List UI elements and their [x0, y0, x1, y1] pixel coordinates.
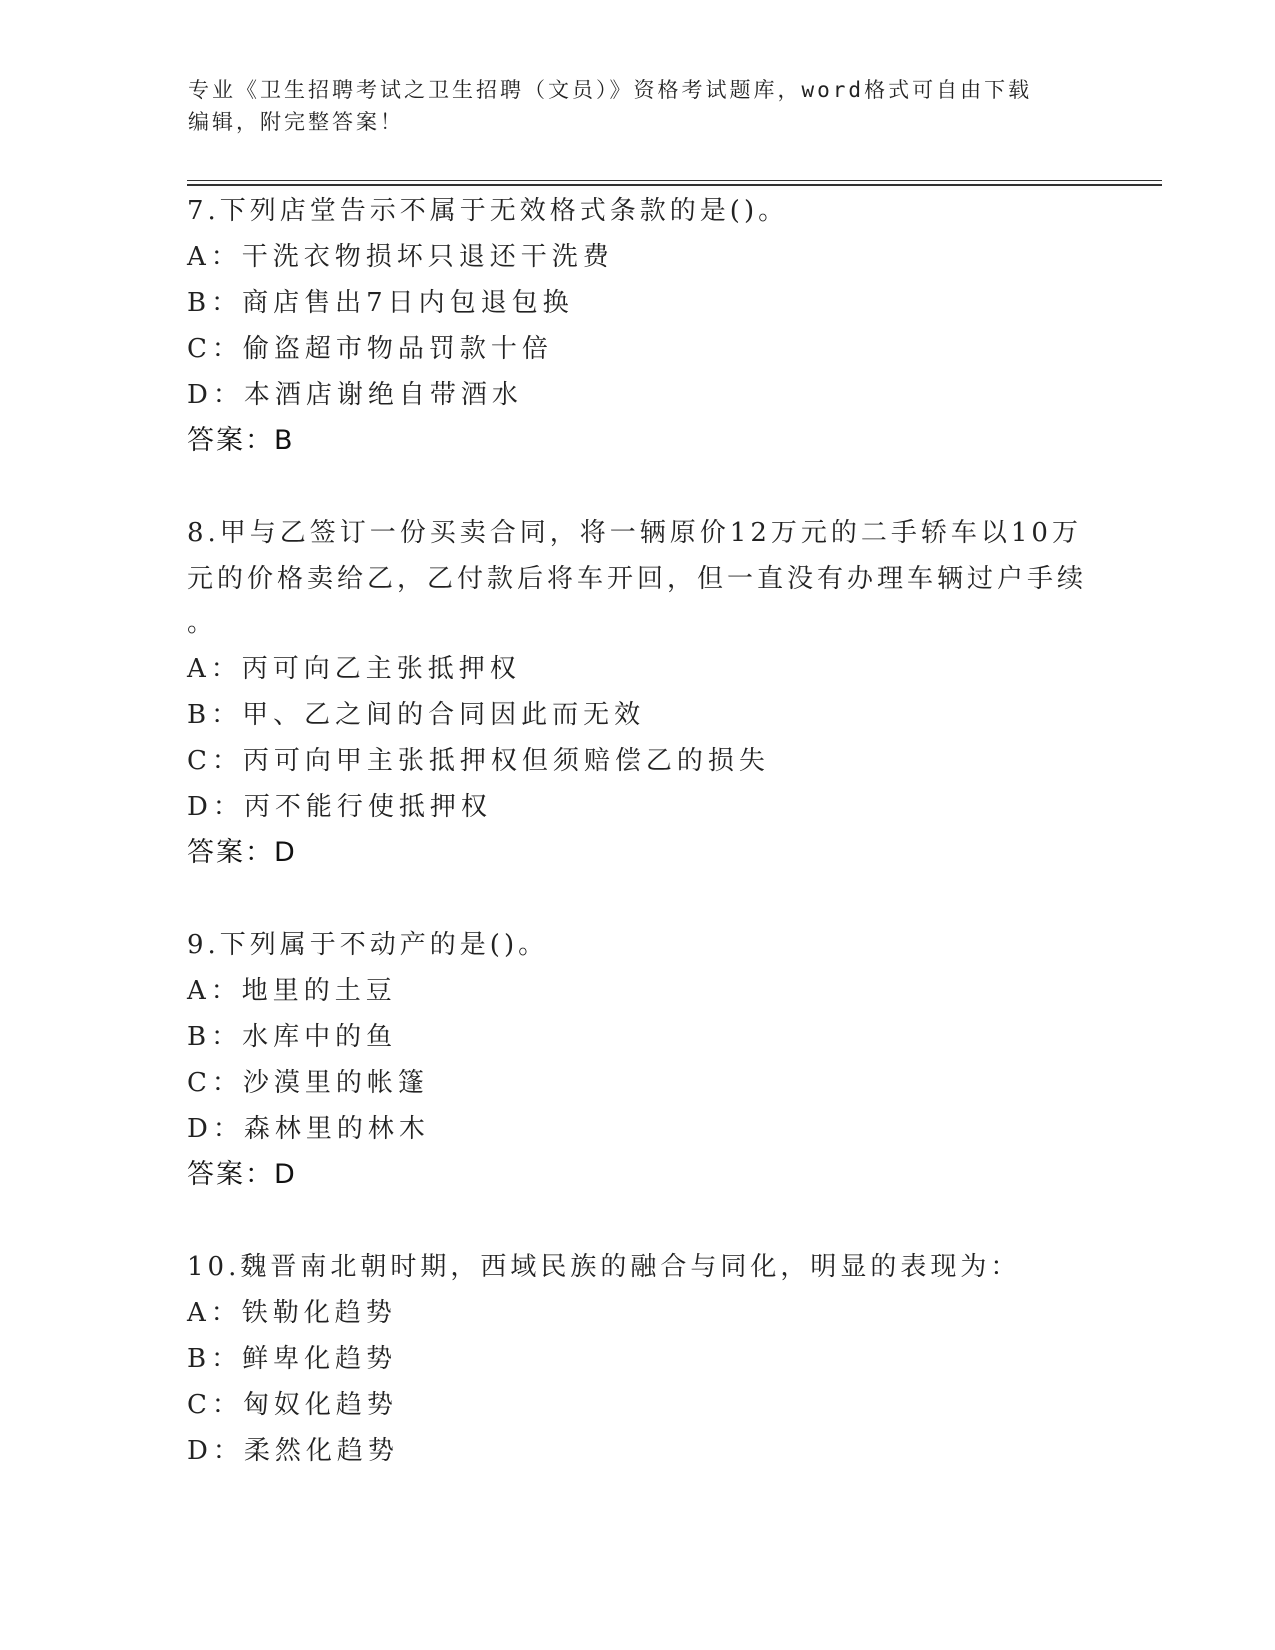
question-8-option-b: B：甲、乙之间的合同因此而无效 [187, 700, 646, 730]
question-9-text: 9.下列属于不动产的是()。 [187, 930, 549, 960]
question-8-option-c: C：丙可向甲主张抵押权但须赔偿乙的损失 [187, 746, 770, 776]
question-9-answer: 答案：D [187, 1159, 297, 1190]
document-header [188, 74, 1088, 138]
question-8-text-line-3: 。 [187, 608, 218, 638]
question-8-option-a: A：丙可向乙主张抵押权 [187, 654, 521, 684]
question-8-text-line-2: 元的价格卖给乙，乙付款后将车开回，但一直没有办理车辆过户手续 [187, 564, 1088, 594]
question-8-option-d: D：丙不能行使抵押权 [187, 792, 492, 822]
question-8-text-line-1: 8.甲与乙签订一份买卖合同，将一辆原价12万元的二手轿车以10万 [187, 518, 1082, 548]
question-10-option-b: B：鲜卑化趋势 [187, 1344, 398, 1374]
header-line-2: 编辑，附完整答案！ [188, 110, 404, 134]
question-7-answer: 答案：B [187, 425, 295, 456]
question-7-option-b: B：商店售出7日内包退包换 [187, 288, 574, 318]
question-10-text: 10.魏晋南北朝时期，西域民族的融合与同化，明显的表现为： [187, 1252, 1021, 1282]
header-line-1: 专业《卫生招聘考试之卫生招聘（文员）》资格考试题库，word格式可自由下载 [188, 78, 1033, 102]
question-10-option-d: D：柔然化趋势 [187, 1436, 399, 1466]
question-9-option-b: B：水库中的鱼 [187, 1022, 398, 1052]
header-divider-thick [187, 184, 1162, 186]
header-divider-thin [187, 180, 1162, 181]
question-7-text: 7.下列店堂告示不属于无效格式条款的是()。 [187, 196, 789, 226]
question-9-option-d: D：森林里的林木 [187, 1114, 430, 1144]
question-10-option-a: A：铁勒化趋势 [187, 1298, 397, 1328]
question-7-option-a: A：干洗衣物损坏只退还干洗费 [187, 242, 614, 272]
question-9-option-a: A：地里的土豆 [187, 976, 397, 1006]
question-9-option-c: C：沙漠里的帐篷 [187, 1068, 429, 1098]
question-7-option-c: C：偷盗超市物品罚款十倍 [187, 334, 553, 364]
question-8-answer: 答案：D [187, 837, 297, 868]
question-7-option-d: D：本酒店谢绝自带酒水 [187, 380, 523, 410]
question-10-option-c: C：匈奴化趋势 [187, 1390, 398, 1420]
